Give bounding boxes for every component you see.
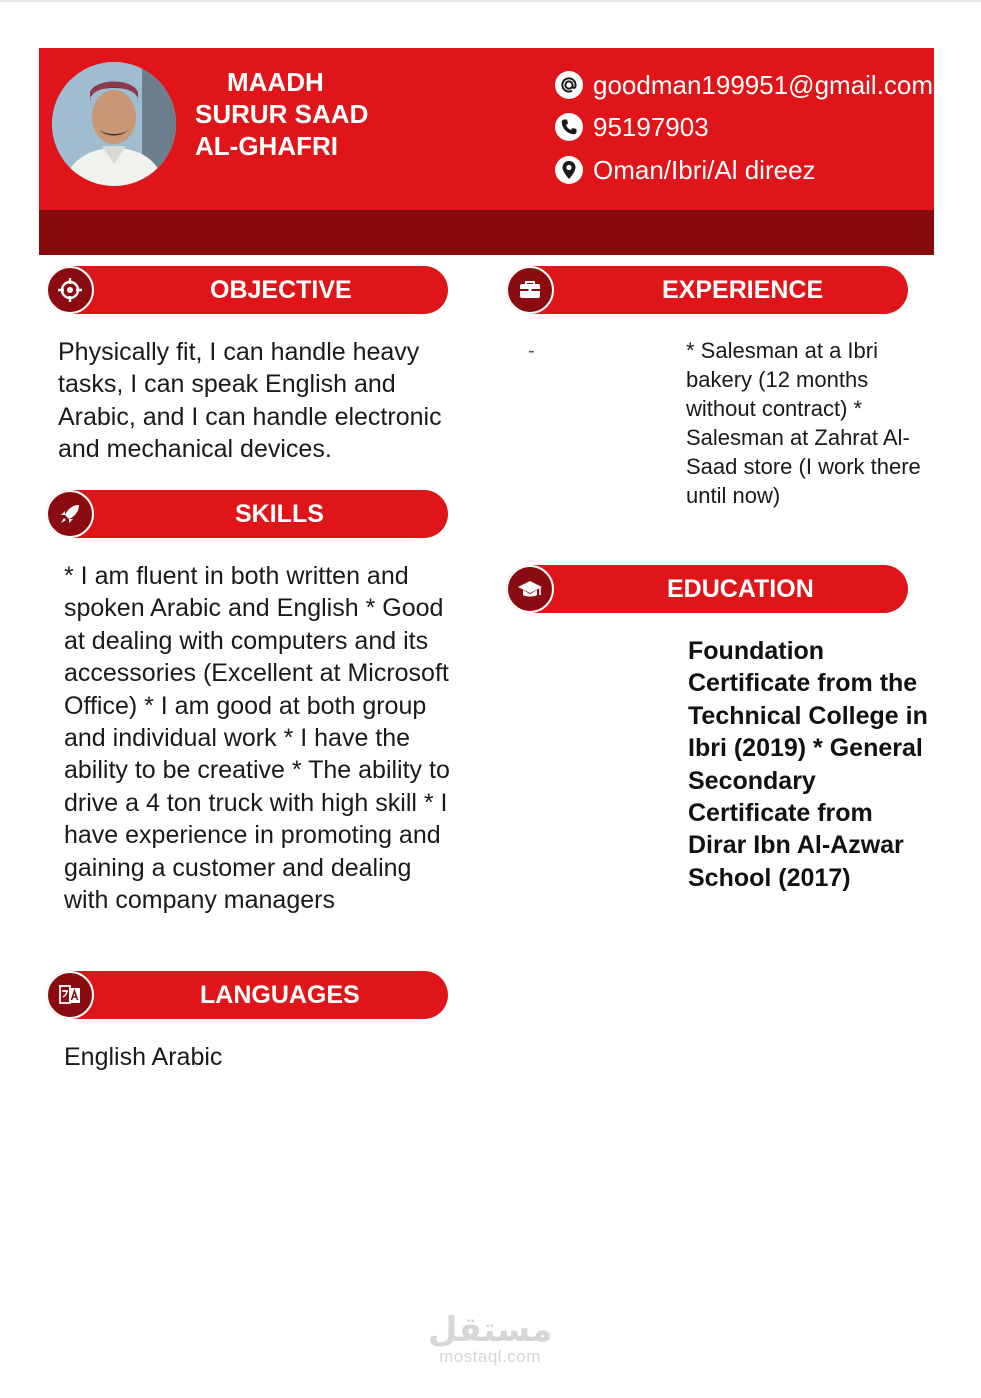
languages-heading <box>46 971 448 1019</box>
skills-text: * I am fluent in both written and spoken Arabic and English * Good at dealing with computers and its accessories (Excellent at Microsoft Office) * I am good at both group and individual work * I have the ability to be creative * The ability to drive a 4 ton truck with high skill * I have experience in promoting and gaining a customer and dealing with company managers <box>64 562 450 915</box>
name-line-2: SURUR SAAD <box>195 99 369 129</box>
objective-heading <box>46 266 448 314</box>
watermark-url: mostaql.com <box>439 1347 541 1366</box>
full-name <box>195 66 395 162</box>
watermark <box>428 1312 552 1366</box>
objective-title: OBJECTIVE <box>210 276 352 304</box>
languages-title: LANGUAGES <box>200 981 360 1009</box>
name-line-3: AL-GHAFRI <box>195 131 338 161</box>
location-text: Oman/Ibri/Al direez <box>593 154 816 185</box>
phone-text[interactable]: 95197903 <box>593 111 709 142</box>
crosshair-icon <box>46 266 94 314</box>
education-text: Foundation Certificate from the Technical College in Ibri (2019) * General Secondary Certificate from Dirar Ibn Al-Azwar School (2017) <box>688 637 928 892</box>
rocket-icon <box>46 490 94 538</box>
location-row <box>555 155 816 185</box>
experience-marker: - <box>528 340 535 362</box>
phone-row <box>555 112 709 142</box>
experience-title: EXPERIENCE <box>662 276 824 304</box>
experience-text: * Salesman at a Ibri bakery (12 months without contract) * Salesman at Zahrat Al-Saad store (I work there until now) <box>686 338 921 508</box>
languages-text: English Arabic <box>64 1043 223 1071</box>
profile-photo <box>52 62 176 186</box>
skills-title: SKILLS <box>235 500 324 528</box>
objective-text: Physically fit, I can handle heavy tasks, I can speak English and Arabic, and I can handle electronic and mechanical devices. <box>58 338 442 464</box>
education-title: EDUCATION <box>667 575 814 603</box>
graduation-cap-icon <box>506 565 554 613</box>
skills-heading <box>46 490 448 538</box>
translate-icon <box>46 971 94 1019</box>
email-text[interactable]: goodman199951@gmail.com <box>593 69 934 100</box>
phone-icon <box>555 113 583 141</box>
name-line-1: MAADH <box>227 67 324 97</box>
map-pin-icon <box>555 156 583 184</box>
top-divider <box>0 0 981 2</box>
at-sign-icon <box>555 71 583 99</box>
watermark-logo: مستقل <box>428 1310 553 1350</box>
experience-heading <box>506 266 908 314</box>
briefcase-icon <box>506 266 554 314</box>
education-heading <box>506 565 908 613</box>
email-row <box>555 70 933 100</box>
header-dark-band <box>39 210 934 255</box>
